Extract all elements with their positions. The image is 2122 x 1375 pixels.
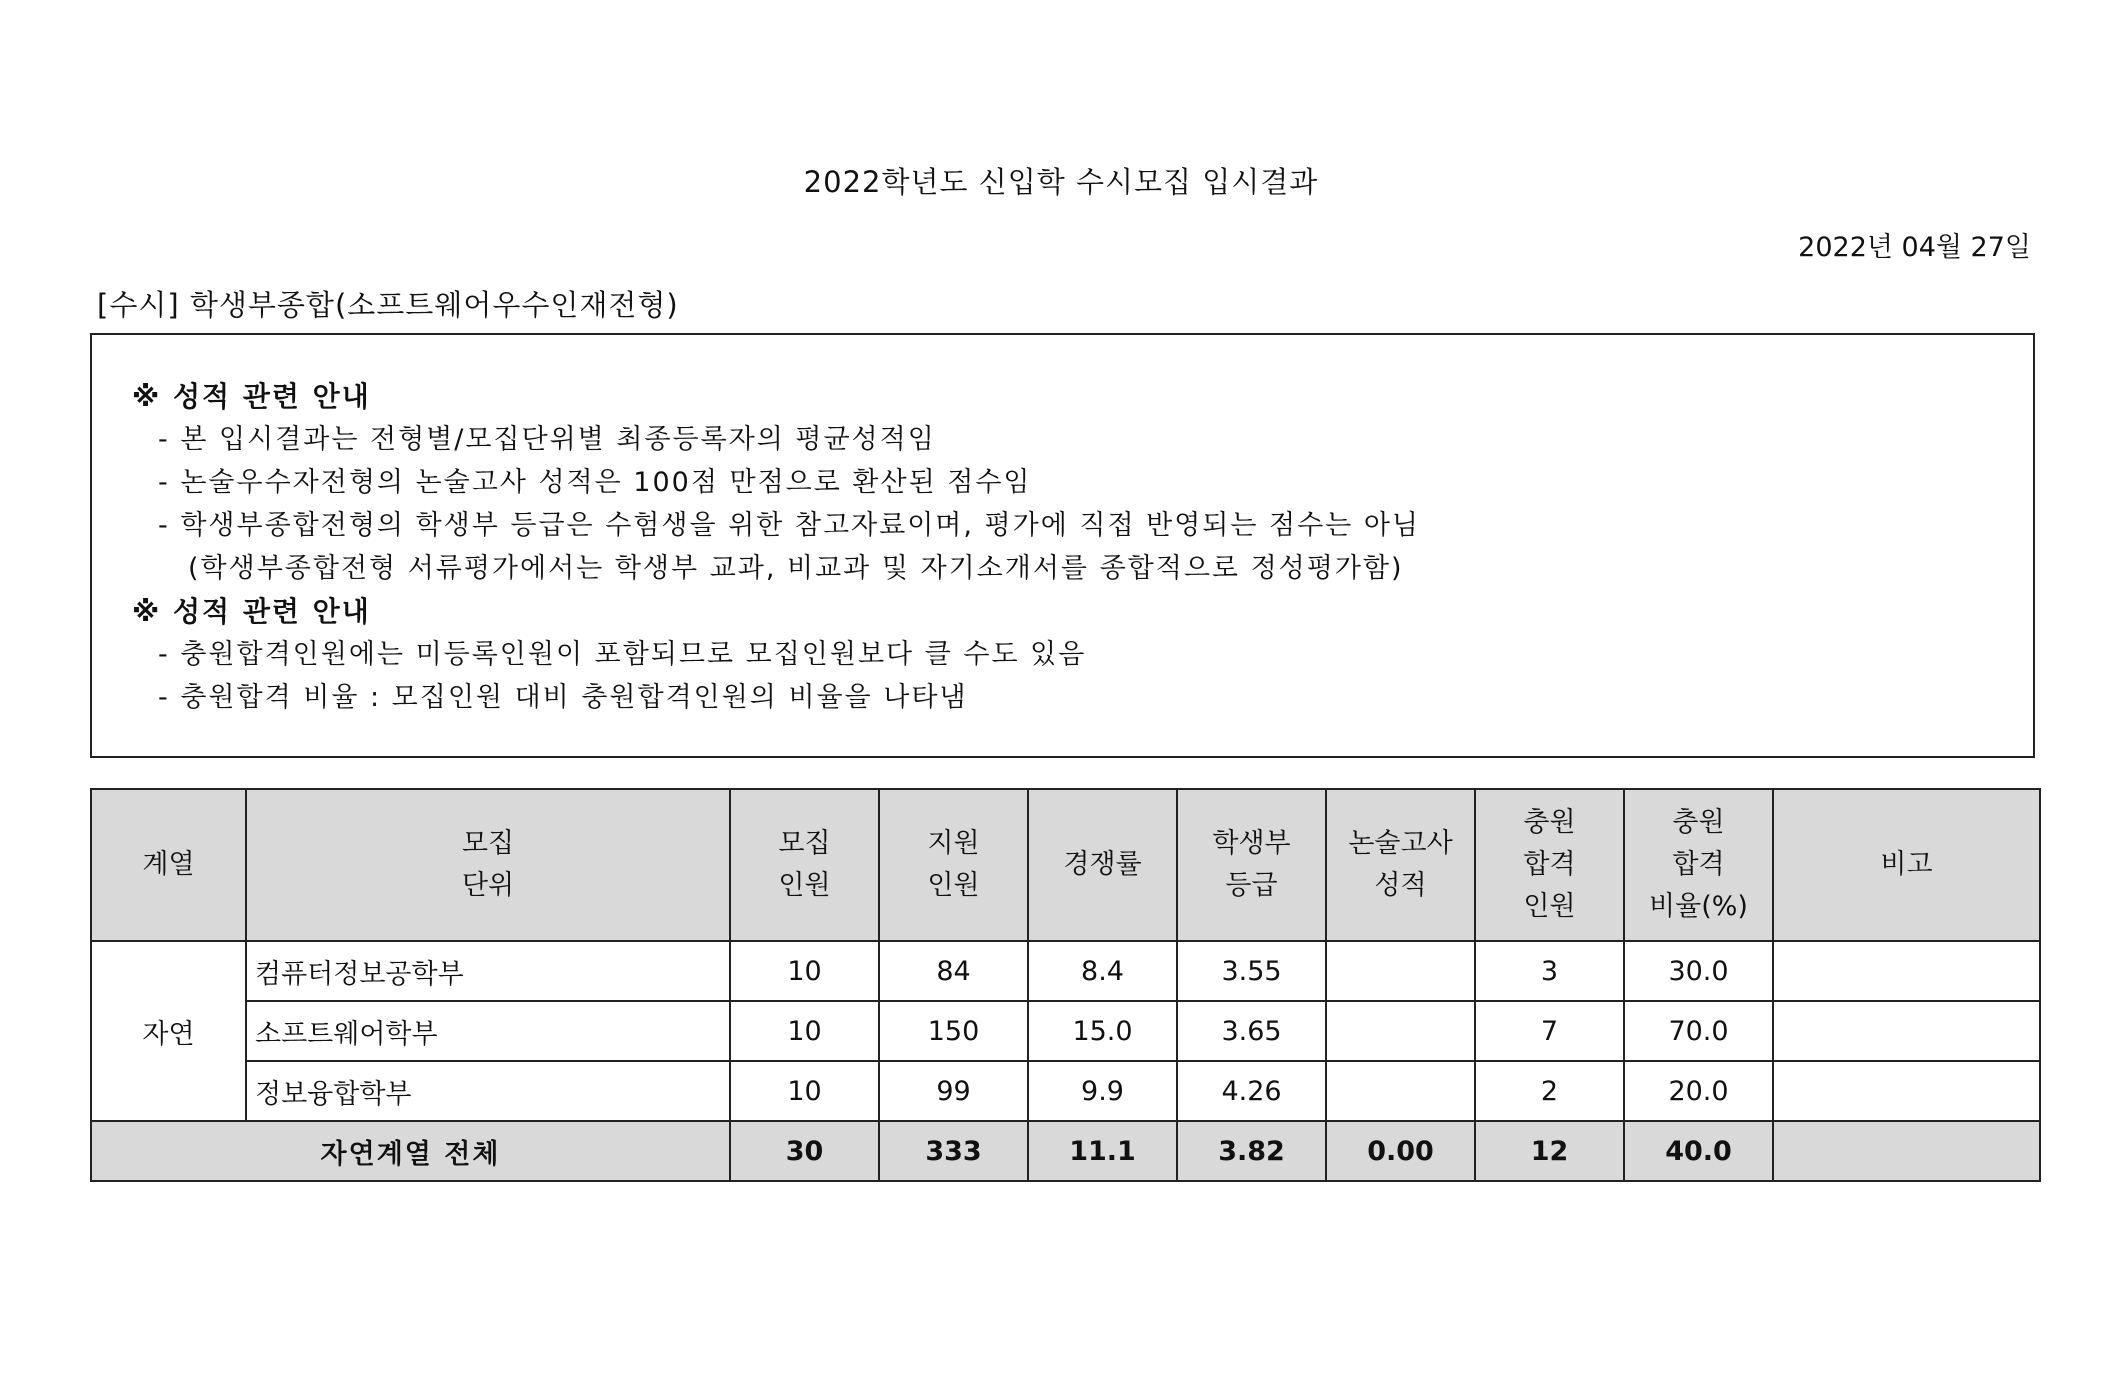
extra-cell: 7: [1475, 1001, 1624, 1061]
table-header-row: [91, 789, 2040, 941]
notice-heading-extra: ※ 성적 관련 안내: [132, 595, 371, 628]
header-applicants: 지원 인원: [879, 789, 1028, 941]
table-row: [91, 941, 2040, 1001]
table-row: [91, 1061, 2040, 1121]
unit-cell: 정보융합학부: [246, 1061, 730, 1121]
ratio-cell: 9.9: [1028, 1061, 1177, 1121]
notice-line: - 충원합격 비율 : 모집인원 대비 충원합격인원의 비율을 나타냄: [158, 682, 968, 713]
notice-line: (학생부종합전형 서류평가에서는 학생부 교과, 비교과 및 자기소개서를 종합적으로 정성평가함): [188, 553, 1404, 584]
notice-heading-grades: ※ 성적 관련 안내: [132, 380, 371, 413]
applicants-cell: 84: [879, 941, 1028, 1001]
extra-cell: 3: [1475, 941, 1624, 1001]
total-extra-rate: 40.0: [1624, 1121, 1773, 1181]
header-essay: 논술고사 성적: [1326, 789, 1475, 941]
unit-cell: 컴퓨터정보공학부: [246, 941, 730, 1001]
unit-cell: 소프트웨어학부: [246, 1001, 730, 1061]
notice-line: - 논술우수자전형의 논술고사 성적은 100점 만점으로 환산된 점수임: [158, 467, 1032, 498]
applicants-cell: 99: [879, 1061, 1028, 1121]
extra-rate-cell: 70.0: [1624, 1001, 1773, 1061]
grade-cell: 4.26: [1177, 1061, 1326, 1121]
essay-cell: [1326, 941, 1475, 1001]
header-quota: 모집 인원: [730, 789, 879, 941]
total-extra: 12: [1475, 1121, 1624, 1181]
field-cell: 자연: [91, 941, 246, 1121]
quota-cell: 10: [730, 1001, 879, 1061]
section-title: [수시] 학생부종합(소프트웨어우수인재전형): [97, 288, 679, 322]
note-cell: [1773, 1001, 2040, 1061]
extra-rate-cell: 20.0: [1624, 1061, 1773, 1121]
notice-line: - 충원합격인원에는 미등록인원이 포함되므로 모집인원보다 클 수도 있음: [158, 639, 1087, 670]
table-total-row: [91, 1121, 2040, 1181]
results-table: [90, 788, 2041, 1182]
note-cell: [1773, 1061, 2040, 1121]
extra-rate-cell: 30.0: [1624, 941, 1773, 1001]
notice-box: [90, 333, 2035, 758]
notice-line: - 본 입시결과는 전형별/모집단위별 최종등록자의 평균성적임: [158, 424, 936, 455]
quota-cell: 10: [730, 1061, 879, 1121]
total-label: 자연계열 전체: [91, 1121, 730, 1181]
quota-cell: 10: [730, 941, 879, 1001]
essay-cell: [1326, 1001, 1475, 1061]
grade-cell: 3.65: [1177, 1001, 1326, 1061]
header-grade: 학생부 등급: [1177, 789, 1326, 941]
total-note: [1773, 1121, 2040, 1181]
table-row: [91, 1001, 2040, 1061]
header-unit: 모집 단위: [246, 789, 730, 941]
grade-cell: 3.55: [1177, 941, 1326, 1001]
header-extra-rate: 충원 합격 비율(%): [1624, 789, 1773, 941]
ratio-cell: 8.4: [1028, 941, 1177, 1001]
total-essay: 0.00: [1326, 1121, 1475, 1181]
header-field: 계열: [91, 789, 246, 941]
total-applicants: 333: [879, 1121, 1028, 1181]
document-date: 2022년 04월 27일: [1798, 232, 2031, 263]
total-ratio: 11.1: [1028, 1121, 1177, 1181]
extra-cell: 2: [1475, 1061, 1624, 1121]
header-ratio: 경쟁률: [1028, 789, 1177, 941]
header-note: 비고: [1773, 789, 2040, 941]
essay-cell: [1326, 1061, 1475, 1121]
total-grade: 3.82: [1177, 1121, 1326, 1181]
header-extra: 충원 합격 인원: [1475, 789, 1624, 941]
note-cell: [1773, 941, 2040, 1001]
notice-line: - 학생부종합전형의 학생부 등급은 수험생을 위한 참고자료이며, 평가에 직접 반영되는 점수는 아님: [158, 510, 1421, 541]
ratio-cell: 15.0: [1028, 1001, 1177, 1061]
total-quota: 30: [730, 1121, 879, 1181]
applicants-cell: 150: [879, 1001, 1028, 1061]
page-title: 2022학년도 신입학 수시모집 입시결과: [803, 165, 1319, 199]
